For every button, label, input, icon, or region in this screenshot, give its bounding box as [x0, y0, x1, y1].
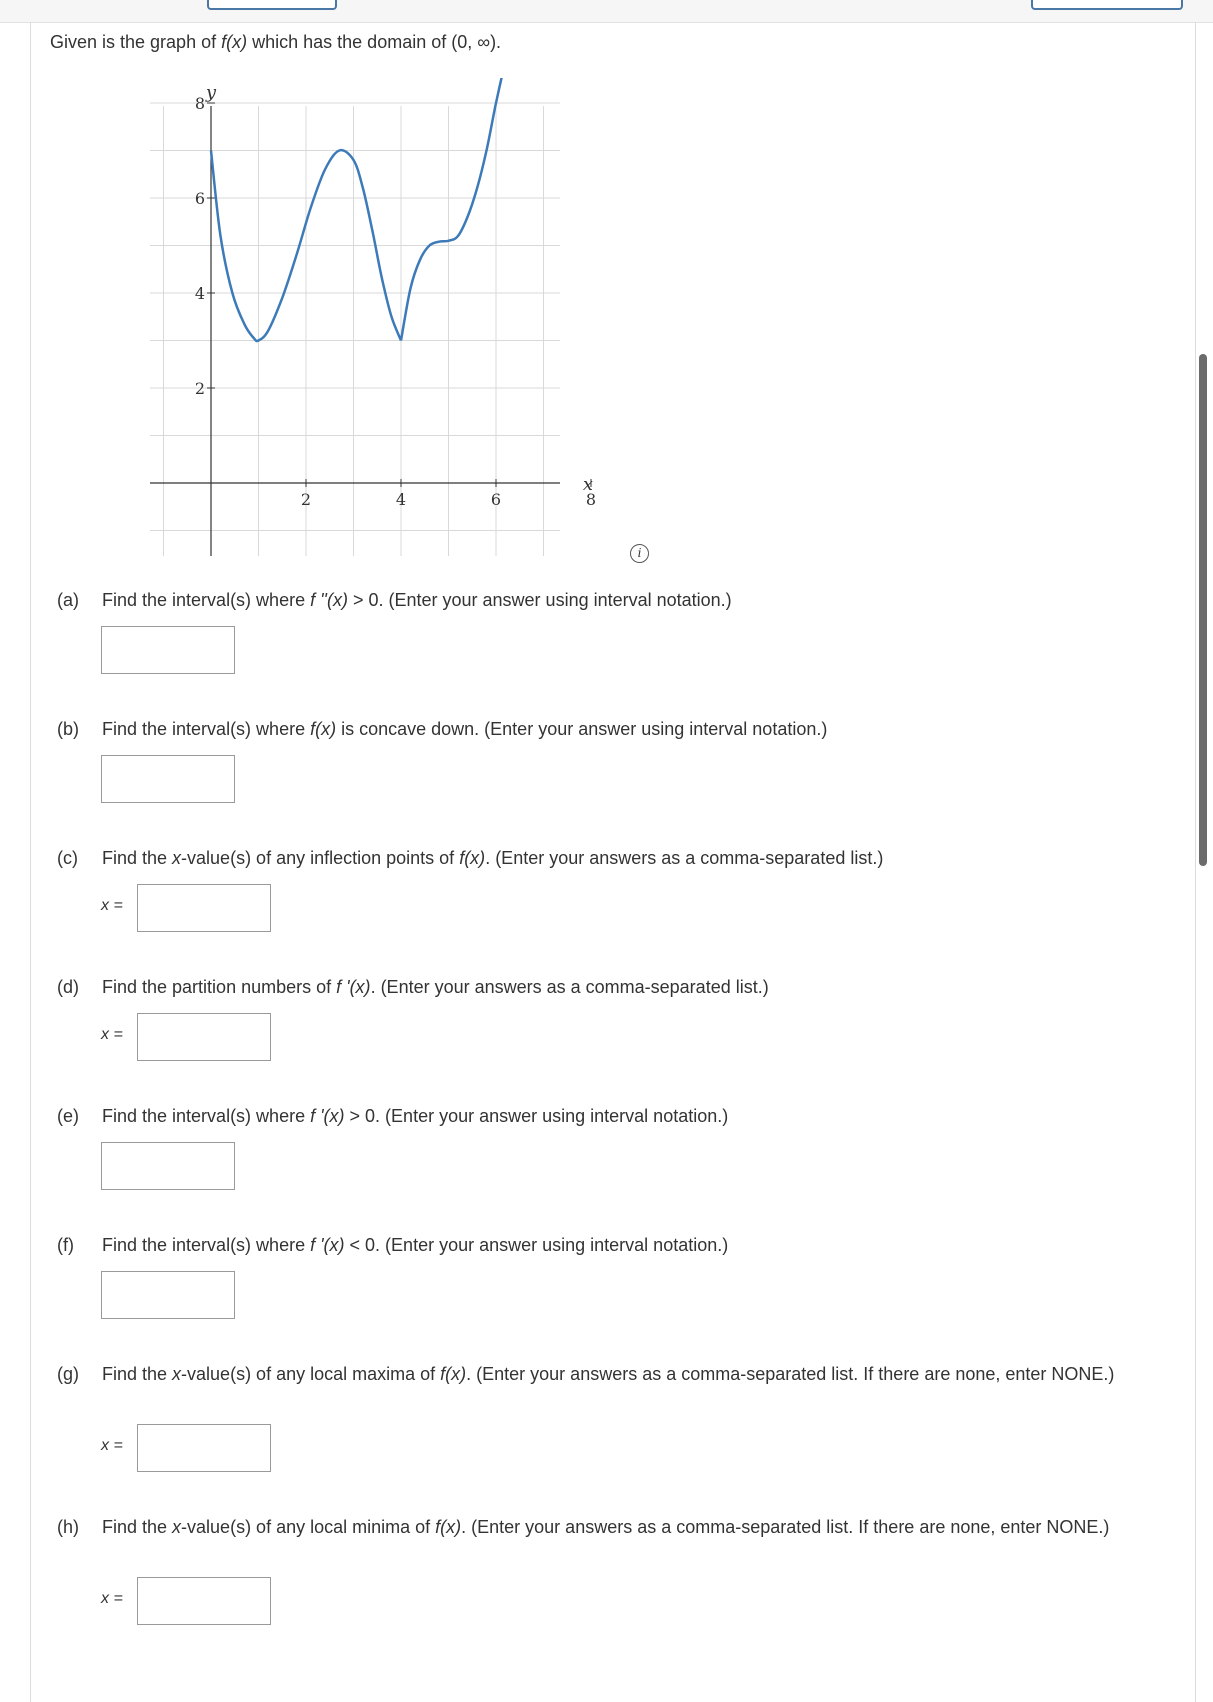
- y-tick-label: 2: [194, 379, 205, 398]
- question-text-segment: f '(x): [310, 1235, 345, 1255]
- question-text-segment: x: [172, 848, 182, 868]
- x-tick-label: 2: [300, 490, 312, 509]
- question-text: [102, 1104, 728, 1128]
- question-text: [102, 975, 769, 999]
- y-tick-label: 8: [194, 94, 205, 113]
- question-text-segment: > 0. (Enter your answer using interval notation.): [344, 1106, 729, 1126]
- question-text: [102, 1233, 728, 1257]
- question-letter: (f): [57, 1235, 74, 1255]
- question-text: [102, 1515, 1197, 1539]
- x-equals-label: x =: [101, 1026, 123, 1043]
- x-equals-prefix: [101, 1590, 123, 1608]
- question-text: [102, 1362, 1197, 1386]
- intro-suffix: which has the domain of (0, ∞).: [247, 32, 502, 52]
- question-text: [102, 717, 827, 741]
- question-text-segment: . (Enter your answers as a comma-separated list.): [485, 848, 884, 868]
- x-tick-label: 8: [585, 490, 597, 509]
- x-equals-prefix: [101, 1026, 123, 1044]
- y-axis-label: y: [205, 82, 217, 103]
- question-text-segment: f(x): [440, 1364, 467, 1384]
- intro-prefix: Given is the graph of: [50, 32, 222, 52]
- question-text-segment: f(x): [310, 719, 337, 739]
- y-tick-label: 6: [194, 189, 205, 208]
- question-text-segment: > 0. (Enter your answer using interval notation.): [347, 590, 732, 610]
- question-text-segment: Find the interval(s) where: [102, 1106, 311, 1126]
- function-graph: [150, 78, 630, 568]
- x-equals-label: x =: [101, 1590, 123, 1607]
- question-text-segment: is concave down. (Enter your answer using interval notation.): [336, 719, 828, 739]
- question-text-segment: f '(x): [310, 1106, 345, 1126]
- question-letter: (c): [57, 848, 78, 868]
- question-letter: (g): [57, 1364, 79, 1384]
- x-equals-label: x =: [101, 897, 123, 914]
- answer-input-f[interactable]: [101, 1271, 235, 1319]
- question-text-segment: -value(s) of any local minima of: [181, 1517, 436, 1537]
- question-text-segment: . (Enter your answers as a comma-separated list.): [370, 977, 769, 997]
- info-icon[interactable]: i: [630, 544, 649, 563]
- x-equals-label: x =: [101, 1437, 123, 1454]
- question-text-segment: x: [172, 1517, 182, 1537]
- question-text-segment: . (Enter your answers as a comma-separated list. If there are none, enter NONE.): [466, 1364, 1115, 1384]
- question-letter: (h): [57, 1517, 79, 1537]
- top-left-button[interactable]: [207, 0, 337, 10]
- question-text-segment: f ''(x): [310, 590, 348, 610]
- question-text-segment: Find the interval(s) where: [102, 719, 311, 739]
- question-text-segment: Find the: [102, 848, 173, 868]
- y-tick-label: 4: [194, 284, 205, 303]
- x-equals-prefix: [101, 897, 123, 915]
- top-right-button[interactable]: [1031, 0, 1183, 10]
- question-text-segment: x: [172, 1364, 182, 1384]
- answer-input-d[interactable]: [137, 1013, 271, 1061]
- question-text: [102, 846, 883, 870]
- x-tick-label: 4: [395, 490, 407, 509]
- top-toolbar: [0, 0, 1213, 23]
- question-text-segment: f(x): [435, 1517, 462, 1537]
- question-text-segment: -value(s) of any inflection points of: [181, 848, 460, 868]
- answer-input-e[interactable]: [101, 1142, 235, 1190]
- question-text-segment: . (Enter your answers as a comma-separated list. If there are none, enter NONE.): [461, 1517, 1110, 1537]
- scrollbar[interactable]: [1199, 354, 1207, 866]
- question-text-segment: < 0. (Enter your answer using interval notation.): [344, 1235, 729, 1255]
- answer-input-b[interactable]: [101, 755, 235, 803]
- question-text-segment: Find the interval(s) where: [102, 590, 311, 610]
- intro-text: [50, 32, 501, 53]
- question-letter: (d): [57, 977, 79, 997]
- question-text-segment: Find the partition numbers of: [102, 977, 337, 997]
- question-text-segment: -value(s) of any local maxima of: [181, 1364, 441, 1384]
- intro-fx: f(x): [221, 32, 248, 52]
- question-letter: (b): [57, 719, 79, 739]
- x-tick-label: 6: [490, 490, 502, 509]
- answer-input-c[interactable]: [137, 884, 271, 932]
- question-text-segment: Find the: [102, 1364, 173, 1384]
- question-text-segment: f(x): [459, 848, 486, 868]
- answer-input-g[interactable]: [137, 1424, 271, 1472]
- x-equals-prefix: [101, 1437, 123, 1455]
- answer-input-h[interactable]: [137, 1577, 271, 1625]
- x-axis-label: x: [582, 474, 594, 495]
- question-text: [102, 588, 732, 612]
- question-letter: (a): [57, 590, 79, 610]
- question-text-segment: f '(x): [336, 977, 371, 997]
- question-text-segment: Find the interval(s) where: [102, 1235, 311, 1255]
- question-text-segment: Find the: [102, 1517, 173, 1537]
- answer-input-a[interactable]: [101, 626, 235, 674]
- curve-fx-right: [401, 78, 506, 340]
- question-letter: (e): [57, 1106, 79, 1126]
